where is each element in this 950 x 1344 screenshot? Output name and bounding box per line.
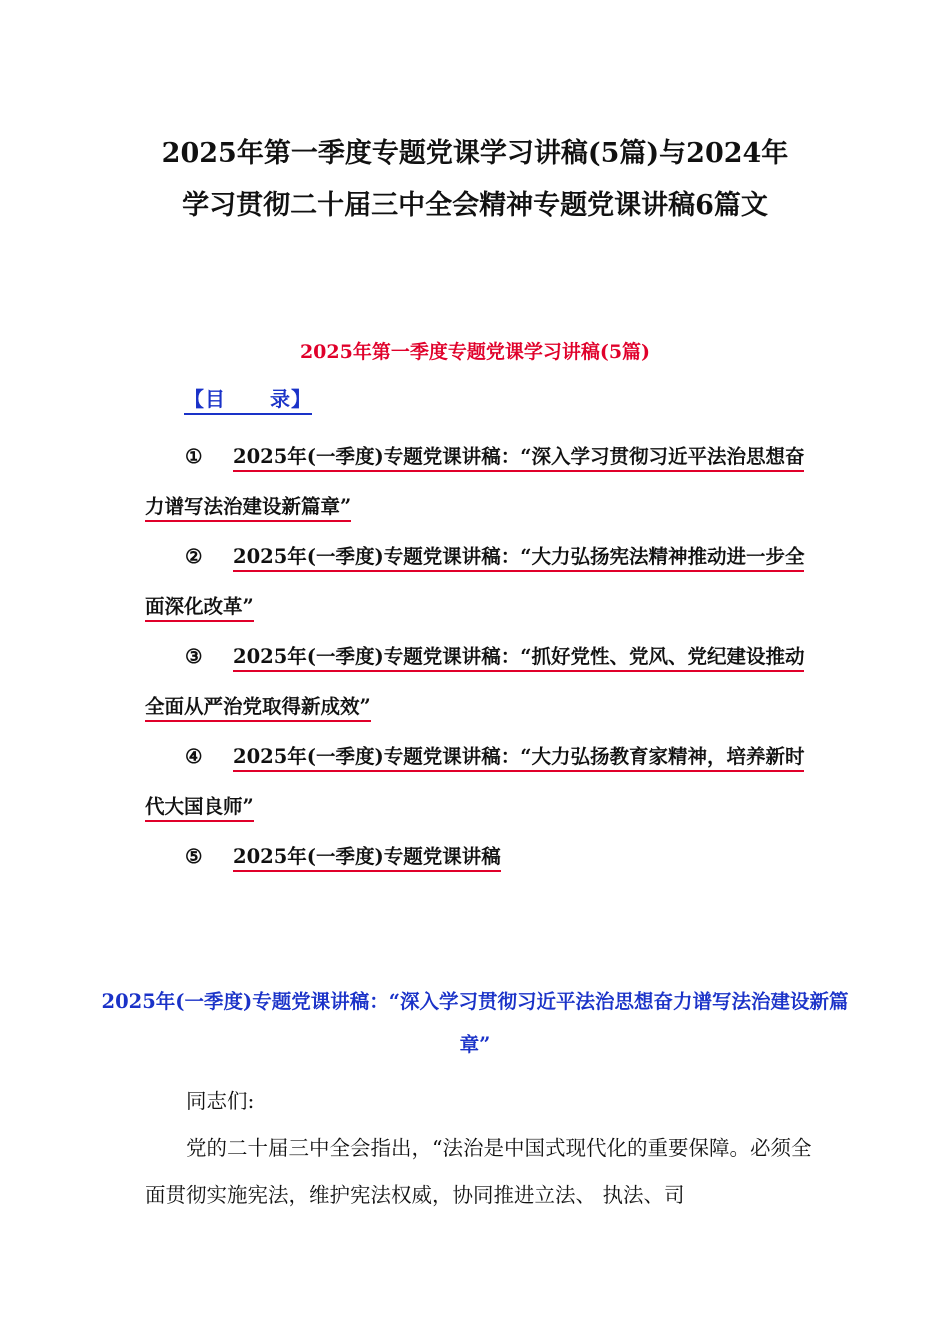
toc-item-link[interactable]: 2025年(一季度)专题党课讲稿：“抓好党性、党风、党纪建设推动全面从严治党取得新成效” [145, 645, 804, 722]
toc-item-2[interactable] [145, 532, 811, 632]
toc-item-link[interactable]: 2025年(一季度)专题党课讲稿：“深入学习贯彻习近平法治思想奋力谱写法治建设新篇章” [145, 445, 804, 522]
toc-item-link[interactable]: 2025年(一季度)专题党课讲稿：“大力弘扬教育家精神，培养新时代大国良师” [145, 745, 804, 822]
toc-item-3[interactable] [145, 632, 811, 732]
article-paragraph: 党的二十届三中全会指出，“法治是中国式现代化的重要保障。必须全面贯彻实施宪法，维护宪法权威，协同推进立法、 执法、司 [145, 1136, 812, 1207]
toc-item-number: ④ [185, 745, 203, 768]
toc-item-link[interactable]: 2025年(一季度)专题党课讲稿：“大力弘扬宪法精神推动进一步全面深化改革” [145, 545, 804, 622]
toc-heading-close: 录】 [270, 387, 312, 411]
toc-heading-open: 【目 [184, 387, 226, 411]
document-title [100, 128, 850, 232]
toc-item-link[interactable]: 2025年(一季度)专题党课讲稿 [233, 845, 501, 872]
article-title: 2025年(一季度)专题党课讲稿：“深入学习贯彻习近平法治思想奋力谱写法治建设新篇章” [101, 990, 849, 1056]
document-title-line-2: 学习贯彻二十届三中全会精神专题党课讲稿6篇文 [182, 190, 768, 221]
toc-item-number: ⑤ [185, 845, 203, 868]
document-title-line-1: 2025年第一季度专题党课学习讲稿(5篇)与2024年 [161, 138, 789, 169]
table-of-contents [145, 432, 811, 882]
toc-item-number: ② [185, 545, 203, 568]
toc-item-number: ③ [185, 645, 203, 668]
toc-item-5[interactable] [145, 832, 811, 882]
toc-item-1[interactable] [145, 432, 811, 532]
toc-item-4[interactable] [145, 732, 811, 832]
section-title: 2025年第一季度专题党课学习讲稿(5篇) [299, 341, 651, 363]
article-body [145, 1078, 815, 1219]
article-greeting: 同志们: [186, 1089, 255, 1113]
toc-heading [184, 385, 312, 415]
toc-item-number: ① [185, 445, 203, 468]
